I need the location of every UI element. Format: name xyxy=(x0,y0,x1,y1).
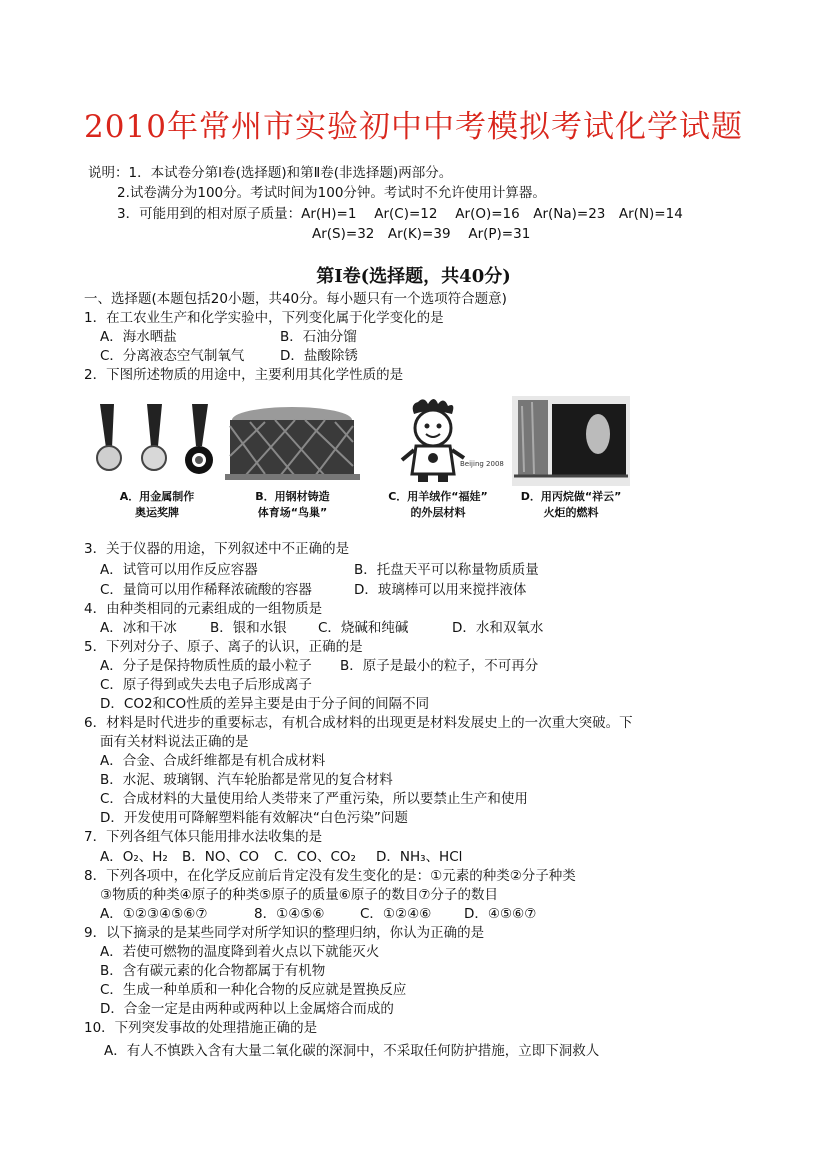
birds-nest-picture xyxy=(225,396,360,486)
caption-line-1: D．用丙烷做“祥云” xyxy=(520,490,622,503)
q2-caption-d xyxy=(512,489,630,521)
q7-option-b: B．NO、CO xyxy=(182,849,260,865)
q2-image-d xyxy=(512,396,630,524)
q6-option-a: A．合金、合成纤维都是有机合成材料 xyxy=(100,753,326,769)
q2-caption-b xyxy=(225,489,360,521)
q8-option-a: A．①②③④⑤⑥⑦ xyxy=(100,906,208,922)
q7-option-c: C．CO、CO₂ xyxy=(274,849,356,865)
caption-line-2: 奥运奖牌 xyxy=(135,506,179,519)
caption-line-1: B．用钢材铸造 xyxy=(255,490,330,503)
exam-title: 2010年常州市实验初中中考模拟考试化学试题 xyxy=(84,109,743,145)
q3-option-b: B．托盘天平可以称量物质质量 xyxy=(354,562,539,578)
q1-option-d: D．盐酸除锈 xyxy=(280,348,358,364)
q2-caption-c xyxy=(368,489,508,521)
caption-line-1: C．用羊绒作“福娃” xyxy=(388,490,488,503)
caption-line-2: 体育场“鸟巢” xyxy=(257,506,328,519)
q5-option-c: C．原子得到或失去电子后形成离子 xyxy=(100,677,312,693)
q1-option-a: A．海水晒盐 xyxy=(100,329,177,345)
q6-stem: 6．材料是时代进步的重要标志，有机合成材料的出现更是材料发展史上的一次重大突破。下 xyxy=(84,715,633,731)
q9-option-b: B．含有碳元素的化合物都属于有机物 xyxy=(100,963,326,979)
q2-stem: 2．下图所述物质的用途中，主要利用其化学性质的是 xyxy=(84,367,404,383)
section-title: 第Ⅰ卷(选择题，共40分) xyxy=(316,266,511,287)
q1-option-c: C．分离液态空气制氧气 xyxy=(100,348,245,364)
q5-stem: 5．下列对分子、原子、离子的认识，正确的是 xyxy=(84,639,363,655)
fuwa-mascot-picture xyxy=(368,396,508,486)
q2-image-a xyxy=(92,396,222,524)
note-3: 3．可能用到的相对原子质量：Ar(H)=1 Ar(C)=12 Ar(O)=16 Ar(Na)=23 Ar(N)=14 xyxy=(117,206,683,222)
q6-option-c: C．合成材料的大量使用给人类带来了严重污染，所以要禁止生产和使用 xyxy=(100,791,528,807)
medal-picture xyxy=(92,396,222,486)
q3-option-d: D．玻璃棒可以用来搅拌液体 xyxy=(354,582,527,598)
q4-stem: 4．由种类相同的元素组成的一组物质是 xyxy=(84,601,323,617)
q1-stem: 1．在工农业生产和化学实验中，下列变化属于化学变化的是 xyxy=(84,310,444,326)
q7-stem: 7．下列各组气体只能用排水法收集的是 xyxy=(84,829,323,845)
q6-option-d: D．开发使用可降解塑料能有效解决“白色污染”问题 xyxy=(100,810,408,826)
q7-option-d: D．NH₃、HCl xyxy=(376,849,463,865)
q8-option-b: 8．①④⑤⑥ xyxy=(254,906,325,922)
note-1: 说明：1．本试卷分第Ⅰ卷(选择题)和第Ⅱ卷(非选择题)两部分。 xyxy=(88,165,453,181)
q3-stem: 3．关于仪器的用途，下列叙述中不正确的是 xyxy=(84,541,350,557)
q8-stem-cont: ③物质的种类④原子的种类⑤原子的质量⑥原子的数目⑦分子的数目 xyxy=(100,887,499,903)
q3-option-a: A．试管可以用作反应容器 xyxy=(100,562,258,578)
q8-stem: 8．下列各项中，在化学反应前后肯定没有发生变化的是：①元素的种类②分子种类 xyxy=(84,868,576,884)
q5-option-b: B．原子是最小的粒子，不可再分 xyxy=(340,658,539,674)
caption-line-1: A．用金属制作 xyxy=(119,490,195,503)
q9-option-d: D．合金一定是由两种或两种以上金属熔合而成的 xyxy=(100,1001,394,1017)
q5-option-a: A．分子是保持物质性质的最小粒子 xyxy=(100,658,312,674)
torch-picture xyxy=(512,396,630,486)
q4-option-d: D．水和双氧水 xyxy=(452,620,544,636)
caption-line-2: 的外层材料 xyxy=(410,506,466,519)
q1-option-b: B．石油分馏 xyxy=(280,329,357,345)
beijing-logo-text: Beijing 2008 xyxy=(460,460,504,468)
q4-option-b: B．银和水银 xyxy=(210,620,287,636)
q2-image-c xyxy=(368,396,508,524)
q10-stem: 10．下列突发事故的处理措施正确的是 xyxy=(84,1020,318,1036)
q2-image-b xyxy=(225,396,360,524)
q4-option-a: A．冰和干冰 xyxy=(100,620,177,636)
q10-option-a: A．有人不慎跌入含有大量二氧化碳的深洞中，不采取任何防护措施，立即下洞救人 xyxy=(104,1043,600,1059)
q3-option-c: C．量筒可以用作稀释浓硫酸的容器 xyxy=(100,582,312,598)
caption-line-2: 火炬的燃料 xyxy=(543,506,599,519)
q2-caption-a xyxy=(92,489,222,521)
q4-option-c: C．烧碱和纯碱 xyxy=(318,620,409,636)
section-intro: 一、选择题(本题包括20小题，共40分。每小题只有一个选项符合题意) xyxy=(84,291,507,307)
q9-option-c: C．生成一种单质和一种化合物的反应就是置换反应 xyxy=(100,982,407,998)
q7-option-a: A．O₂、H₂ xyxy=(100,849,168,865)
note-4: Ar(S)=32 Ar(K)=39 Ar(P)=31 xyxy=(312,226,531,242)
q5-option-d: D．CO2和CO性质的差异主要是由于分子间的间隔不同 xyxy=(100,696,430,712)
q9-stem: 9．以下摘录的是某些同学对所学知识的整理归纳，你认为正确的是 xyxy=(84,925,485,941)
q8-option-d: D．④⑤⑥⑦ xyxy=(464,906,537,922)
q6-stem-cont: 面有关材料说法正确的是 xyxy=(100,734,249,750)
note-2: 2.试卷满分为100分。考试时间为100分钟。考试时不允许使用计算器。 xyxy=(117,185,546,201)
q6-option-b: B．水泥、玻璃钢、汽车轮胎都是常见的复合材料 xyxy=(100,772,393,788)
q8-option-c: C．①②④⑥ xyxy=(360,906,432,922)
q9-option-a: A．若使可燃物的温度降到着火点以下就能灭火 xyxy=(100,944,380,960)
